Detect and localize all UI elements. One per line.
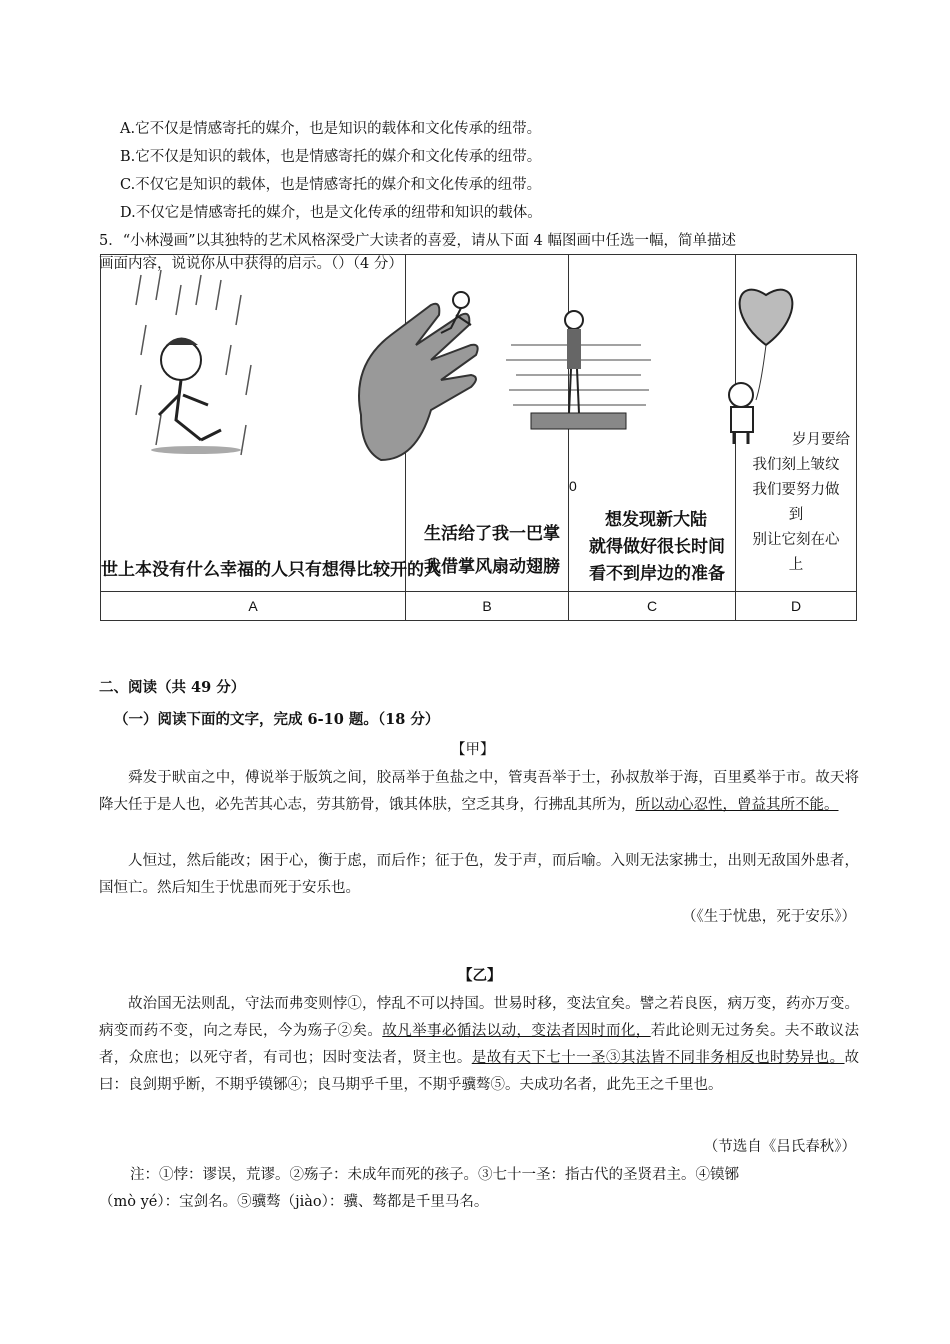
comic-c-raft-image bbox=[501, 305, 667, 445]
yi-p1-text-c: 故曰：良剑期乎断，不期乎镆铘④；良马期乎千里，不期乎骥骜⑤。夫成功名者，此先王之千里也。 bbox=[99, 1050, 859, 1093]
yi-source: （节选自《吕氏春秋》） bbox=[703, 1139, 856, 1155]
comic-d-text-6: 上 bbox=[788, 557, 804, 573]
jia-title: 【甲】 bbox=[451, 742, 495, 758]
comic-c-cell bbox=[569, 255, 736, 592]
option-c: C.不仅它是知识的载体，也是情感寄托的媒介和文化传承的纽带。 bbox=[120, 177, 542, 193]
comic-d-text-1: 岁月要给 bbox=[792, 432, 850, 448]
jia-source: （《生于忧患，死于安乐》） bbox=[682, 909, 856, 925]
yi-p1-text-a: 故治国无法则乱，守法而弗变则悖①，悖乱不可以持国。世易时移，变法宜矣。譬之若良医，病万变，药亦万变。病变而药不变，向之寿民，今为殇子②矣。 bbox=[99, 996, 859, 1039]
comic-c-caption-1: 想发现新大陆 bbox=[605, 510, 707, 530]
comic-b-label: B bbox=[406, 592, 569, 621]
yi-note-1: 注：①悖：谬误，荒谬。②殇子：未成年而死的孩子。③七十一圣：指古代的圣贤君主。④镆铘 bbox=[130, 1167, 739, 1183]
comic-c-label: C bbox=[569, 592, 736, 621]
question-5-line1: 5．“小林漫画”以其独特的艺术风格深受广大读者的喜爱，请从下面 4 幅图画中任选一幅，简单描述 bbox=[99, 233, 736, 249]
comic-b-hand-image bbox=[321, 285, 483, 515]
option-b: B.它不仅是知识的载体，也是情感寄托的媒介和文化传承的纽带。 bbox=[120, 149, 542, 165]
section-2-subtitle: （一）阅读下面的文字，完成 6-10 题。（18 分） bbox=[114, 711, 440, 728]
comic-a-caption: 世上本没有什么幸福的人只有想得比较开的人 bbox=[101, 560, 441, 580]
option-d: D.不仅它是情感寄托的媒介，也是文化传承的纽带和知识的载体。 bbox=[120, 205, 542, 221]
comic-b-caption-1: 生活给了我一巴掌 bbox=[424, 524, 560, 544]
comic-c-caption-2: 就得做好很长时间 bbox=[589, 537, 725, 557]
comic-c-zero: 0 bbox=[569, 478, 577, 494]
yi-paragraph-1 bbox=[99, 991, 859, 1099]
yi-note-2: （mò yé）：宝剑名。⑤骥骜（jiào）：骥、骜都是千里马名。 bbox=[99, 1194, 489, 1210]
comic-d-text-3: 我们要努力做 bbox=[752, 482, 840, 498]
comic-d-cell bbox=[736, 255, 857, 592]
yi-p1-underlined-2: 是故有天下七十一圣③其法皆不同非务相反也时势异也。 bbox=[471, 1050, 845, 1066]
jia-p1-underlined: 所以动心忍性，曾益其所不能。 bbox=[635, 797, 839, 813]
jia-paragraph-1 bbox=[99, 765, 859, 819]
comic-c-caption-3: 看不到岸边的准备 bbox=[589, 564, 725, 584]
question-5-line2: 画面内容，说说你从中获得的启示。（）（4 分） bbox=[99, 256, 403, 272]
comic-d-text-2: 我们刻上皱纹 bbox=[752, 457, 840, 473]
option-a: A.它不仅是情感寄托的媒介，也是知识的载体和文化传承的纽带。 bbox=[120, 121, 542, 137]
comic-a-label: A bbox=[101, 592, 406, 621]
jia-p1-text: 舜发于畎亩之中，傅说举于版筑之间，胶鬲举于鱼盐之中，管夷吾举于士，孙叔敖举于海，百里奚举于市。故天将降大任于是人也，必先苦其心志，劳其筋骨，饿其体肤，空乏其身，行拂乱其所为， bbox=[99, 770, 859, 813]
yi-p1-text-b: 若此论则无过务矣。夫不敢议法者，众庶也；以死守者，有司也；因时变法者，贤主也。 bbox=[99, 1023, 860, 1066]
comic-d-text-5: 别让它刻在心 bbox=[752, 532, 840, 548]
comic-table bbox=[100, 254, 857, 621]
yi-title: 【乙】 bbox=[458, 967, 502, 984]
comic-d-text-4: 到 bbox=[788, 507, 804, 523]
comic-d-label: D bbox=[736, 592, 857, 621]
jia-paragraph-2: 人恒过，然后能改；困于心，衡于虑，而后作；征于色，发于声，而后喻。入则无法家拂士，出则无敌国外患者，国恒亡。然后知生于忧患而死于安乐也。 bbox=[99, 853, 859, 896]
yi-p1-underlined-1: 故凡举事必循法以动，变法者因时而化， bbox=[382, 1023, 651, 1039]
comic-b-caption-2: 我借掌风扇动翅膀 bbox=[424, 557, 560, 577]
section-2-title: 二、阅读（共 49 分） bbox=[99, 679, 246, 696]
